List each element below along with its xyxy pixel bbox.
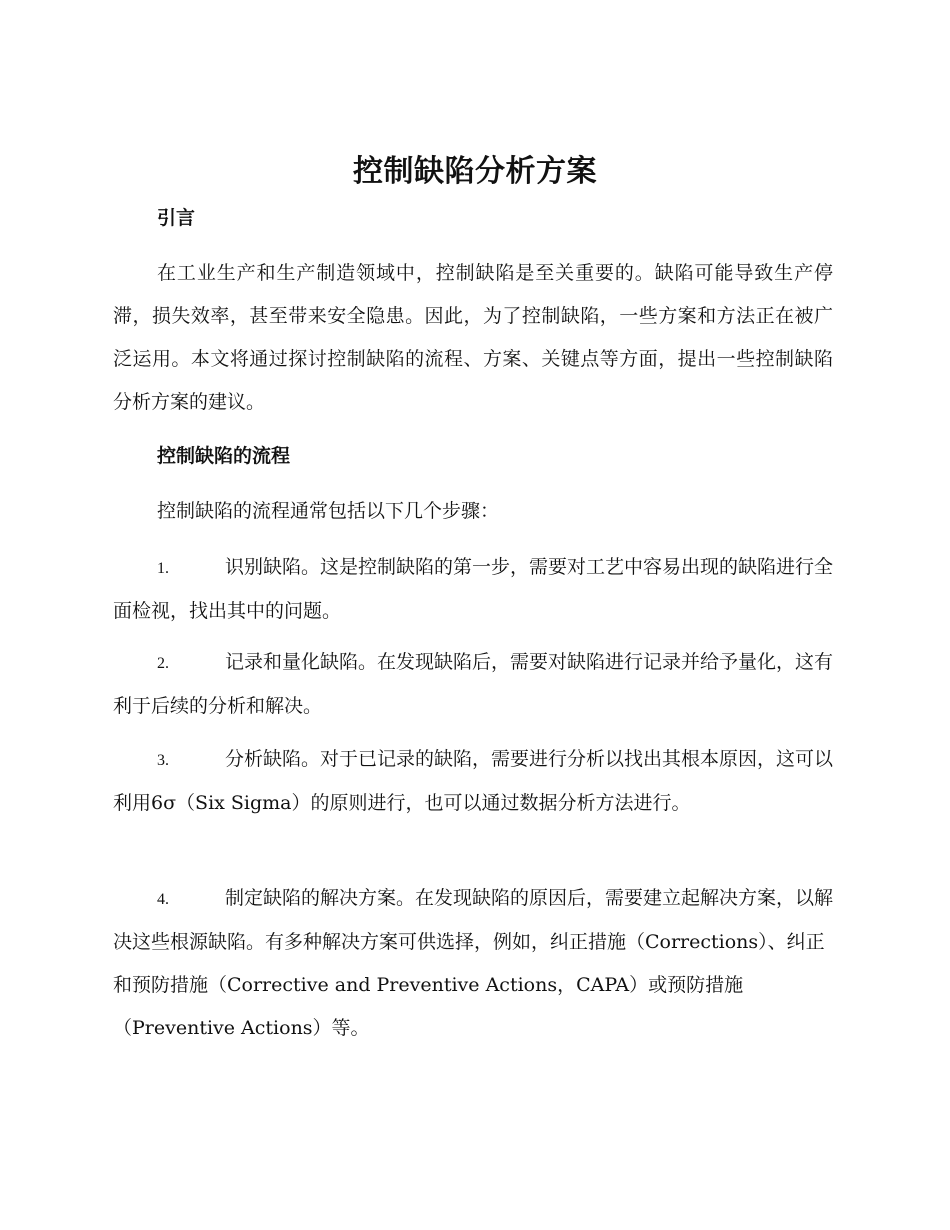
document-title: 控制缺陷分析方案 [353, 154, 597, 189]
list-item [113, 546, 833, 633]
section-heading-introduction: 引言 [157, 207, 196, 229]
section-heading-process: 控制缺陷的流程 [157, 445, 291, 467]
list-text: 制定缺陷的解决方案。在发现缺陷的原因后，需要建立起解决方案，以解决这些根源缺陷。有多种解决方案可供选择，例如，纠正措施（Corrections）、纠正和预防措施（Corrective and Preventive Actions，CAPA）或预防措施（Preventive Actions）等。 [113, 887, 834, 1039]
list-item [113, 877, 833, 1050]
process-intro-paragraph: 控制缺陷的流程通常包括以下几个步骤： [157, 500, 500, 522]
introduction-paragraph: 在工业生产和生产制造领域中，控制缺陷是至关重要的。缺陷可能导致生产停滞，损失效率，甚至带来安全隐患。因此，为了控制缺陷，一些方案和方法正在被广泛运用。本文将通过探讨控制缺陷的流程、方案、关键点等方面，提出一些控制缺陷分析方案的建议。 [113, 262, 833, 413]
list-number: 4. [157, 891, 169, 908]
list-number: 1. [157, 560, 169, 577]
list-text: 识别缺陷。这是控制缺陷的第一步，需要对工艺中容易出现的缺陷进行全面检视，找出其中的问题。 [113, 556, 834, 622]
list-number: 3. [157, 752, 169, 769]
list-item [113, 641, 833, 728]
list-text: 分析缺陷。对于已记录的缺陷，需要进行分析以找出其根本原因，这可以利用6σ（Six Sigma）的原则进行，也可以通过数据分析方法进行。 [113, 748, 834, 814]
list-text: 记录和量化缺陷。在发现缺陷后，需要对缺陷进行记录并给予量化，这有利于后续的分析和解决。 [113, 651, 834, 717]
list-item [113, 738, 833, 825]
list-number: 2. [157, 655, 169, 672]
